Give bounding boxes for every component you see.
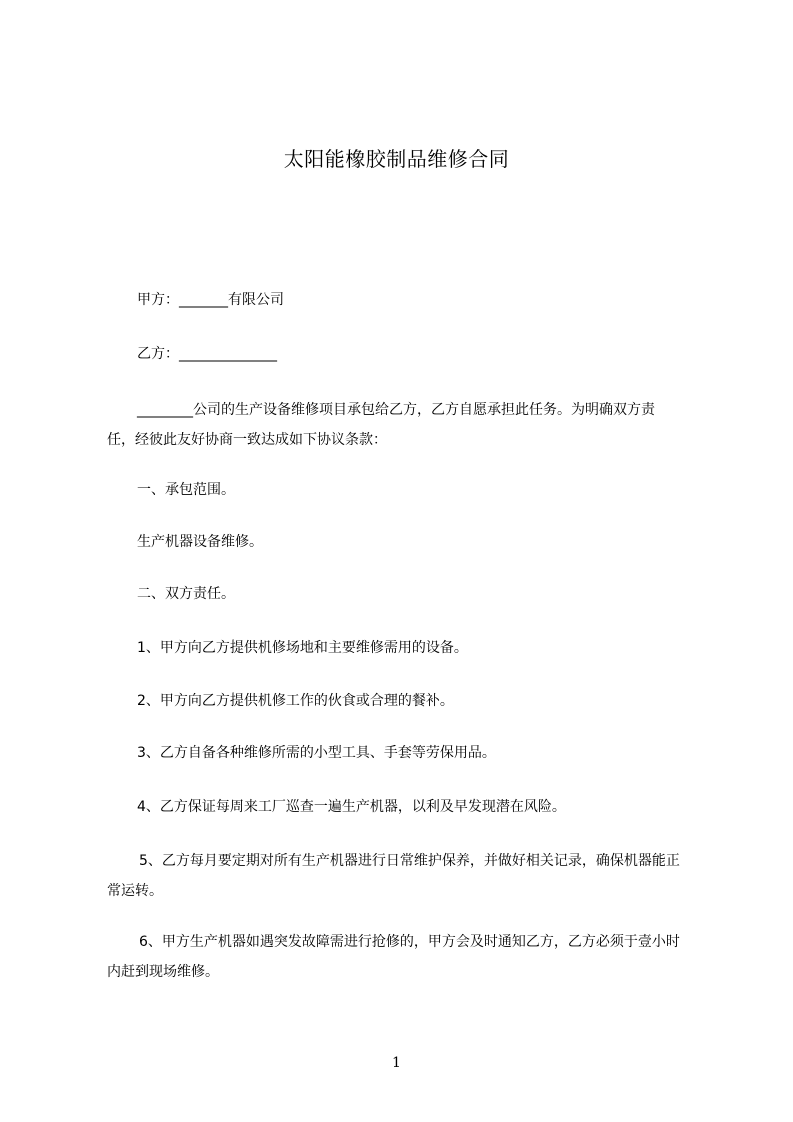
page-number: 1 bbox=[392, 1055, 401, 1071]
clause-1: 1、甲方向乙方提供机修场地和主要维修需用的设备。 bbox=[137, 640, 468, 656]
clause-6: 6、甲方生产机器如遇突发故障需进行抢修的，甲方会及时通知乙方，乙方必须于壹小时内赶到现场维修。 bbox=[107, 934, 680, 980]
intro-paragraph: ________公司的生产设备维修项目承包给乙方，乙方自愿承担此任务。为明确双方责任，经彼此友好协商一致达成如下协议条款： bbox=[107, 402, 655, 448]
party-a-line: 甲方：_______有限公司 bbox=[137, 292, 284, 308]
document-title: 太阳能橡胶制品维修合同 bbox=[283, 147, 510, 171]
party-b-line: 乙方：______________ bbox=[137, 346, 277, 362]
clause-4: 4、乙方保证每周来工厂巡查一遍生产机器，以利及早发现潜在风险。 bbox=[137, 799, 566, 815]
section1-body: 生产机器设备维修。 bbox=[137, 534, 263, 550]
clause-3: 3、乙方自备各种维修所需的小型工具、手套等劳保用品。 bbox=[137, 745, 496, 761]
section2-heading: 二、双方责任。 bbox=[137, 586, 235, 602]
clause-2: 2、甲方向乙方提供机修工作的伙食或合理的餐补。 bbox=[137, 693, 454, 709]
section1-heading: 一、承包范围。 bbox=[137, 482, 235, 498]
clause-5: 5、乙方每月要定期对所有生产机器进行日常维护保养，并做好相关记录，确保机器能正常运转。 bbox=[107, 853, 680, 899]
